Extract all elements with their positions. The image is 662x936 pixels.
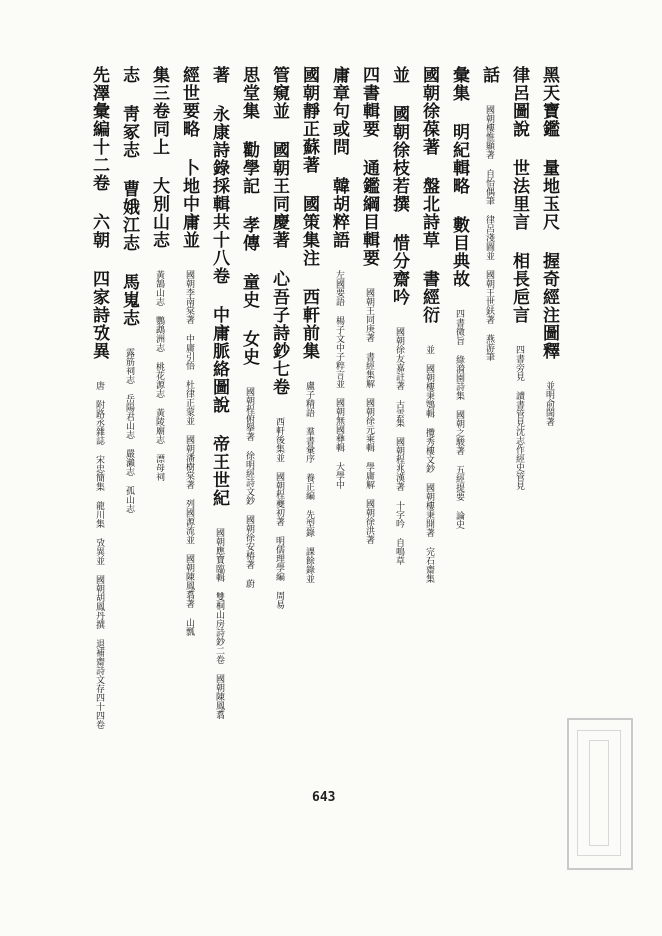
column-note-text: 盧子精語 羣書彙序 養正編 先型錄 課餘錄並 — [304, 381, 314, 583]
text-column-13 — [180, 66, 197, 636]
column-note-text: 並明俞誾著 — [544, 381, 554, 426]
column-main-text: 管窺並 國朝王同慶著 心吾子詩鈔七卷 — [269, 66, 289, 396]
text-column-11 — [240, 66, 257, 588]
column-main-text: 著 永康詩錄採輯共十八卷 中庸脈絡圖說 帝王世紀 — [209, 66, 229, 507]
column-note-text: 唐 附路丞雜誌 宋忠簡集 龍川集 攷異並 國朝胡鳳丹撰 退補齋詩文存四十四卷 — [94, 381, 104, 729]
column-main-text: 彙集 明紀輯略 數目典故 — [449, 66, 469, 288]
text-column-6 — [390, 66, 407, 565]
column-note-text: 四書微旨 綠漪園詩集 國朝之駿著 五經提要 論史 — [454, 309, 464, 529]
column-main-text: 庸章句或問 韓胡粹語 — [329, 66, 349, 249]
text-column-4 — [450, 66, 467, 529]
column-main-text: 國朝徐葆著 盤北詩草 書經衍 — [419, 66, 439, 324]
text-column-8 — [330, 66, 347, 489]
text-column-15 — [120, 66, 137, 513]
column-main-text: 先澤彙編十二卷 六朝 四家詩攷異 — [89, 66, 109, 360]
column-main-text: 律呂圖說 世法里言 相長巵言 — [509, 66, 529, 324]
column-main-text: 集三卷同上 大別山志 — [149, 66, 169, 249]
column-note-text: 國朝李南棠著 中庸引悟 杜律正蒙並 國朝潘樹棠著 列國源流並 國朝陳鳳翥著 山瓢 — [184, 270, 194, 636]
column-main-text: 話 — [479, 66, 499, 84]
column-note-text: 國朝程俯擧著 徐明經詩文鈔 國朝徐安椿著 蔚 — [244, 387, 254, 588]
text-column-2 — [510, 66, 527, 490]
column-main-text: 志 靑冢志 曹娥江志 馬嵬志 — [119, 66, 139, 327]
column-main-text: 國朝靜正蘇著 國策集注 西軒前集 — [299, 66, 319, 360]
text-column-16 — [90, 66, 107, 729]
square-seal-icon — [567, 718, 633, 870]
text-column-10 — [270, 66, 287, 609]
text-column-1 — [540, 66, 557, 426]
column-note-text: 左國要語 楊子文中子粹言並 國朝無國彝輯 大學中 — [334, 270, 344, 489]
page-number: 643 — [312, 790, 336, 805]
text-column-5 — [420, 66, 437, 583]
column-note-text: 四書旁見 讀書管見沈志作經史管見 — [514, 345, 524, 490]
text-column-14 — [150, 66, 167, 481]
column-main-text: 思堂集 勸學記 孝傳 童史 女史 — [239, 66, 259, 366]
column-main-text: 四書輯要 通鑑綱目輯要 — [359, 66, 379, 267]
column-note-text: 並 國朝樓秉鶚輯 攬秀樓文鈔 國朝樓秉開著 完石齋集 — [424, 345, 434, 583]
text-column-7 — [360, 66, 377, 544]
column-note-text: 西軒後集並 國朝程夔初著 明儒理學編 周易 — [274, 417, 284, 609]
column-note-text: 國朝王同庚著 書經集解 國朝徐元乘輯 學庸解 國朝徐洪著 — [364, 288, 374, 544]
column-note-text: 露筋祠志 岳陽君山志 嚴瀨志 孤山志 — [124, 348, 134, 513]
text-column-9 — [300, 66, 317, 583]
column-main-text: 並 國朝徐枝若撰 惜分齋吟 — [389, 66, 409, 306]
column-note-text: 國朝應寶臨輯 雙桐山房詩鈔二卷 國朝陳鳳翥 — [214, 528, 224, 719]
column-note-text: 黃鵠山志 鸚鵡洲志 桃花源志 黃陵廟志 漂母祠 — [154, 270, 164, 481]
column-main-text: 黑天寶鑑 量地玉尺 握奇經注圖釋 — [539, 66, 559, 360]
column-note-text: 國朝徐友嘉註著 古雲集 國朝程兆漢著 十字吟 自鳴草 — [394, 327, 404, 565]
column-note-text: 國朝樓惟顯著 自怡偶筆 律呂淺圖並 國朝王世鈇著 燕游筆 — [484, 105, 494, 361]
text-column-12 — [210, 66, 227, 719]
text-column-3 — [480, 66, 497, 361]
column-main-text: 經世要略 卜地中庸並 — [179, 66, 199, 249]
